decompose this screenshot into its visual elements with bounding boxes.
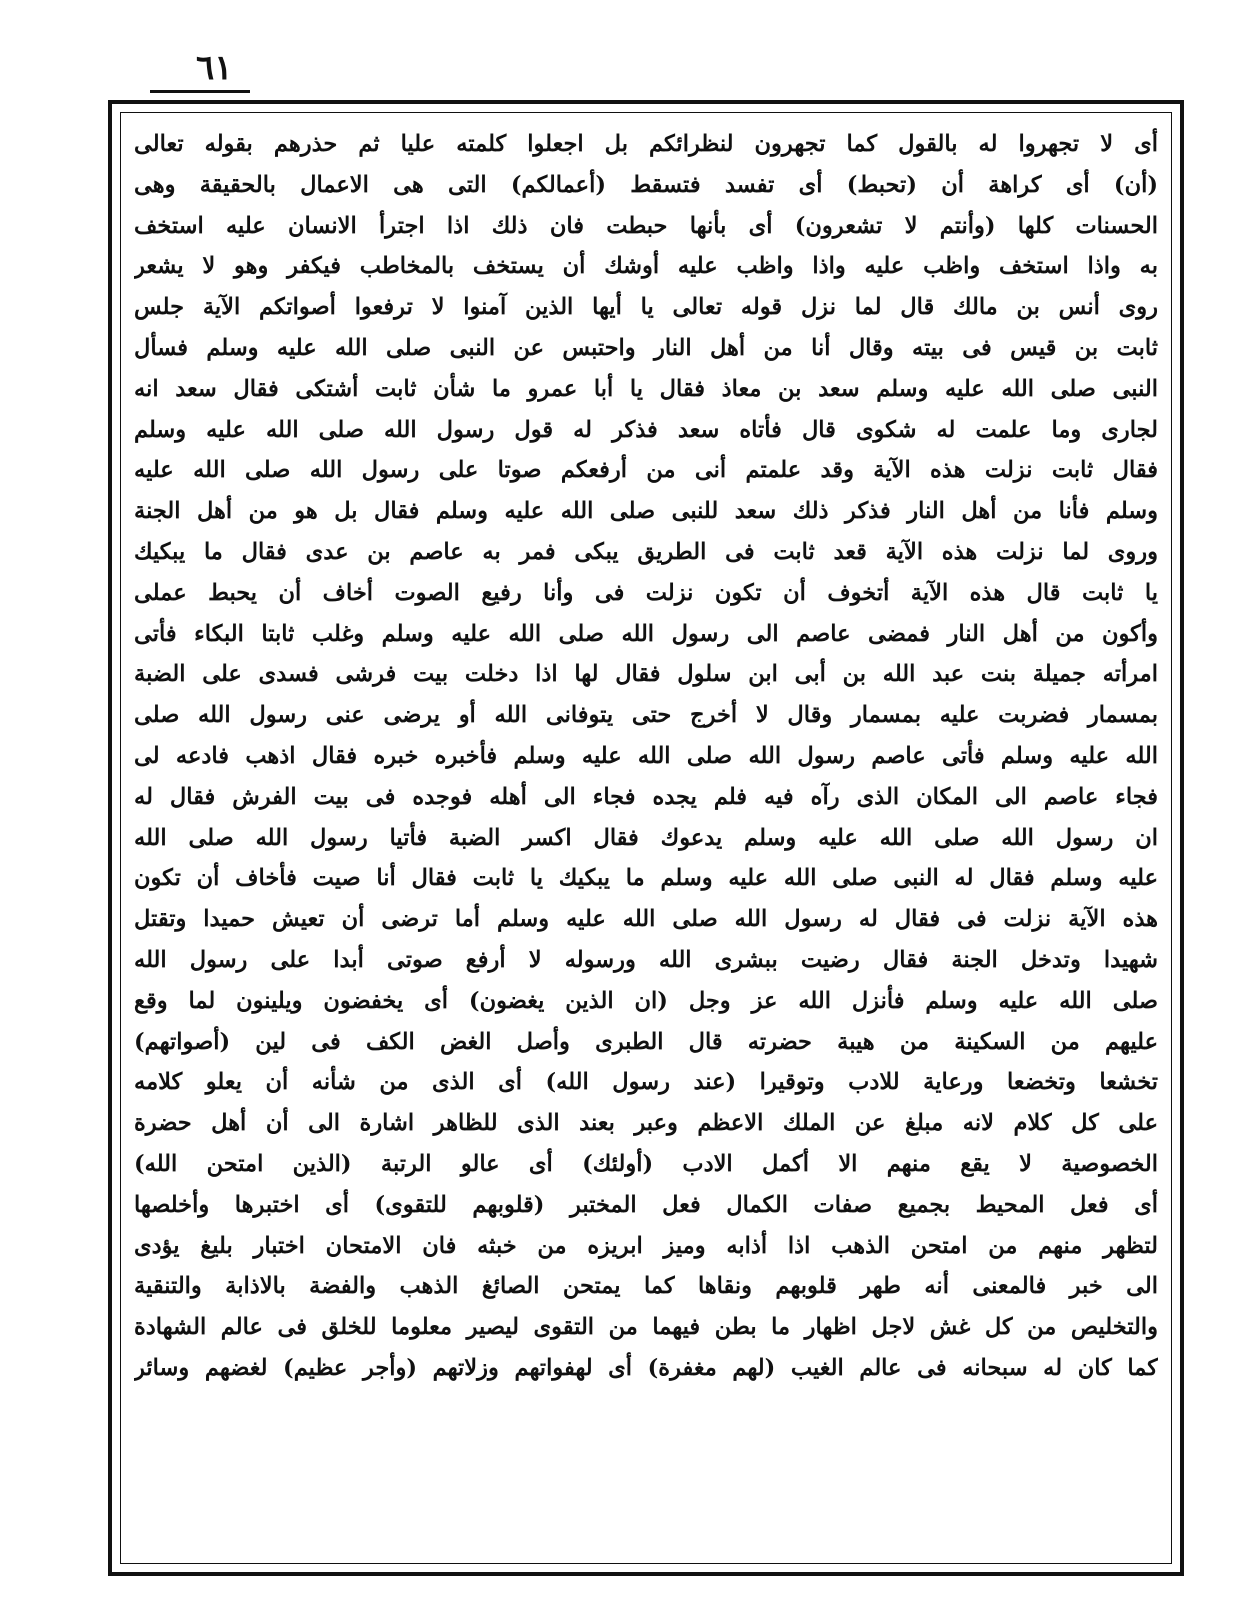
text-line: يا ثابت قال هذه الآية أتخوف أن تكون نزلت فى وأنا رفيع الصوت أخاف أن يحبط عملى [134,579,1158,606]
text-line: شهيدا وتدخل الجنة فقال رضيت ببشرى الله ورسوله لا أرفع صوتى أبدا على رسول الله [134,946,1158,973]
text-line: كما كان له سبحانه فى عالم الغيب (لهم مغفرة) أى لهفواتهم وزلاتهم (وأجر عظيم) لغضهم وسائر [134,1354,1158,1381]
text-line: الله عليه وسلم فأتى عاصم رسول الله صلى الله عليه وسلم فأخبره خبره فقال اذهب فادعه لى [134,742,1158,769]
text-line: وسلم فأنا من أهل النار فذكر ذلك سعد للنبى صلى الله عليه وسلم فقال بل هو من أهل الجنة [134,498,1158,525]
text-line: فجاء عاصم الى المكان الذى رآه فيه فلم يجده فجاء الى أهله فوجده فى بيت الفرش فقال له [134,783,1158,810]
text-line: النبى صلى الله عليه وسلم سعد بن معاذ فقال يا أبا عمرو ما شأن ثابت أشتكى فقال سعد انه [134,375,1158,402]
text-line: وروى لما نزلت هذه الآية قعد ثابت فى الطريق يبكى فمر به عاصم بن عدى فقال ما يبكيك [134,538,1158,565]
text-line: الى خبر فالمعنى أنه طهر قلوبهم ونقاها كما يمتحن الصائغ الذهب والفضة بالاذابة والتنقية [134,1273,1158,1300]
text-line: بمسمار فضربت عليه بمسمار وقال لا أخرج حتى يتوفانى الله أو يرضى عنى رسول الله صلى [134,702,1158,729]
text-line: لتظهر منهم من امتحن الذهب اذا أذابه وميز ابريزه من خبثه فان الامتحان اختبار بليغ يؤدى [134,1232,1158,1259]
text-line: هذه الآية نزلت فى فقال له رسول الله صلى الله عليه وسلم أما ترضى أن تعيش حميدا وتقتل [134,906,1158,933]
text-line: به واذا استخف واظب عليه واذا واظب عليه أوشك أن يستخف بالمخاطب فيكفر وهو لا يشعر [134,253,1158,280]
text-line: أى فعل المحيط بجميع صفات الكمال فعل المختبر (قلوبهم للتقوى) أى اختبرها وأخلصها [134,1191,1158,1218]
text-line: عليه وسلم فقال له النبى صلى الله عليه وسلم ما يبكيك يا ثابت فقال أنا صيت فأخاف أن تكون [134,865,1158,892]
text-line: امرأته جميلة بنت عبد الله بن أبى ابن سلول فقال لها اذا دخلت بيت فرشى فسدى على الضبة [134,661,1158,688]
page-number: ٦١ [196,48,233,88]
text-line: روى أنس بن مالك قال لما نزل قوله تعالى يا أيها الذين آمنوا لا ترفعوا أصواتكم الآية جلس [134,294,1158,321]
text-line: تخشعا وتخضعا ورعاية للادب وتوقيرا (عند رسول الله) أى الذى من شأنه أن يعلو كلامه [134,1069,1158,1096]
text-line: وأكون من أهل النار فمضى عاصم الى رسول الله صلى الله عليه وسلم وغلب ثابتا البكاء فأتى [134,620,1158,647]
text-line: عليهم من السكينة من هيبة حضرته قال الطبرى وأصل الغض الكف فى لين (أصواتهم) [134,1028,1158,1055]
text-line: والتخليص من كل غش لاجل اظهار ما بطن فيهما من التقوى ليصير معلوما للخلق فى عالم الشهادة [134,1314,1158,1341]
text-line: الحسنات كلها (وأنتم لا تشعرون) أى بأنها حبطت فان ذلك اذا اجترأ الانسان عليه استخف [134,212,1158,239]
text-line: على كل كلام لانه مبلغ عن الملك الاعظم وعبر بعند الذى للظاهر اشارة الى أن أهل حضرة [134,1110,1158,1137]
text-line: ثابت بن قيس فى بيته وقال أنا من أهل النار واحتبس عن النبى صلى الله عليه وسلم فسأل [134,334,1158,361]
text-body [134,124,1158,1554]
text-line: أى لا تجهروا له بالقول كما تجهرون لنظرائكم بل اجعلوا كلمته عليا ثم حذرهم بقوله تعالى [134,131,1158,157]
page-number-divider [150,90,250,93]
text-line: (أن) أى كراهة أن (تحبط) أى تفسد فتسقط (أعمالكم) التى هى الاعمال بالحقيقة وهى [134,171,1158,198]
text-line: لجارى وما علمت له شكوى قال فأتاه سعد فذكر له قول رسول الله صلى الله عليه وسلم [134,416,1158,443]
text-line: ان رسول الله صلى الله عليه وسلم يدعوك فقال اكسر الضبة فأتيا رسول الله صلى الله [134,824,1158,851]
text-line: الخصوصية لا يقع منهم الا أكمل الادب (أولئك) أى عالو الرتبة (الذين امتحن الله) [134,1150,1158,1177]
text-line: فقال ثابت نزلت هذه الآية وقد علمتم أنى من أرفعكم صوتا على رسول الله صلى الله عليه [134,457,1158,484]
text-line: صلى الله عليه وسلم فأنزل الله عز وجل (ان الذين يغضون) أى يخفضون ويلينون لما وقع [134,987,1158,1014]
